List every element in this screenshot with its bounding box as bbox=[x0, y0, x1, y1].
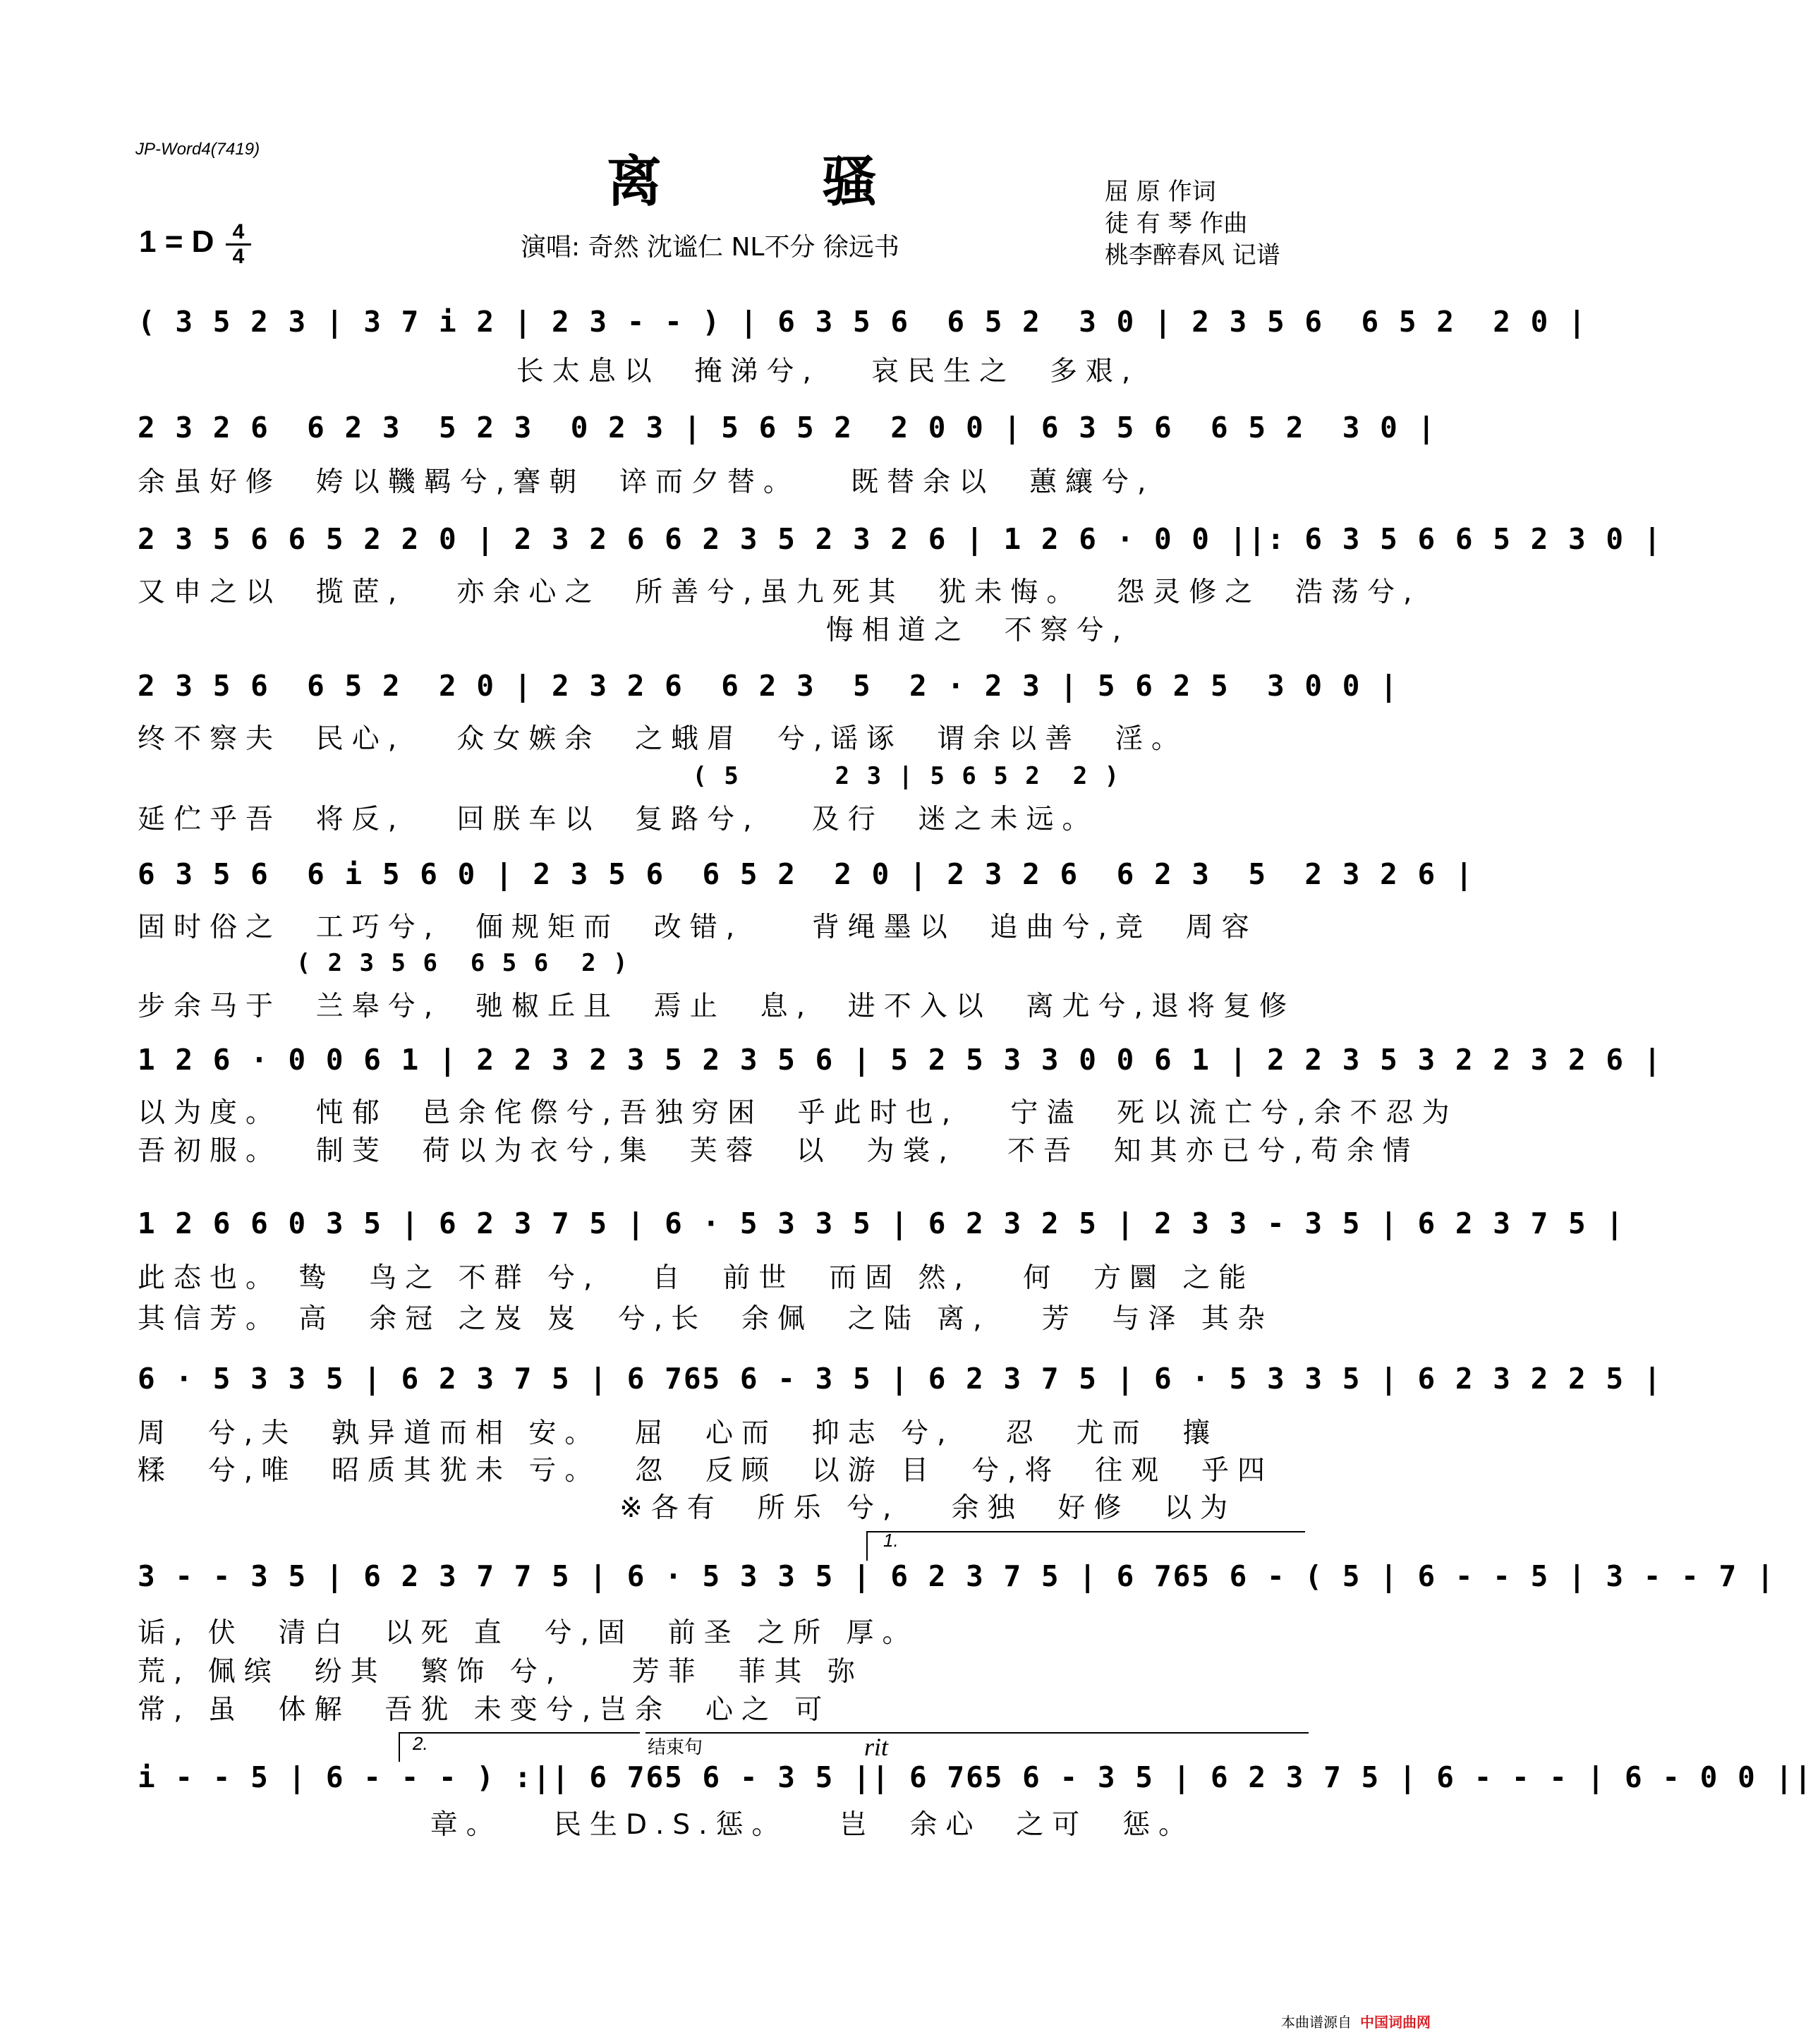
software-label: JP-Word4(7419) bbox=[135, 140, 260, 159]
lyric-row: 周 兮,夫 孰异道而相 安。 屈 心而 抑志 兮, 忍 尤而 攘 bbox=[138, 1417, 1219, 1449]
lyric-row: 吾初服。 制芰 荷以为衣兮,集 芙蓉 以 为裳, 不吾 知其亦已兮,苟余情 bbox=[138, 1135, 1419, 1167]
credits bbox=[1105, 176, 1280, 272]
lyric-row: 固时俗之 工巧兮, 偭规矩而 改错, 背绳墨以 追曲兮,竞 周容 bbox=[138, 912, 1258, 943]
lyric-row: 延伫乎吾 将反, 回朕车以 复路兮, 及行 迷之未远。 bbox=[138, 804, 1098, 835]
notes-row: ( 5 2 3 | 5 6 5 2 2 ) bbox=[138, 762, 1121, 790]
notes-row: 1 2 6 6 0 3 5 | 6 2 3 7 5 | 6 · 5 3 3 5 | 6 2 3 2 5 | 2 3 3 - 3 5 | 6 2 3 7 5 | bbox=[138, 1207, 1625, 1240]
lyric-row: 以为度。 忳郁 邑余侘傺兮,吾独穷困 乎此时也, 宁溘 死以流亡兮,余不忍为 bbox=[138, 1097, 1458, 1129]
lyric-row: 此态也。 鸷 鸟之 不群 兮, 自 前世 而固 然, 何 方圜 之能 bbox=[138, 1262, 1255, 1294]
lyricist-credit: 屈 原 作词 bbox=[1105, 178, 1216, 206]
lyric-row: 悔相道之 不察兮, bbox=[138, 615, 1130, 646]
first-ending-label: 1. bbox=[883, 1530, 899, 1551]
lyric-row: 余虽好修 姱以鞿羁兮,謇朝 谇而夕替。 既替余以 蕙纕兮, bbox=[138, 466, 1155, 498]
lyric-row: ※各有 所乐 兮, 余独 好修 以为 bbox=[138, 1492, 1237, 1524]
footer-source: 本曲谱源自 bbox=[1281, 2014, 1352, 2031]
composer-credit: 徒 有 琴 作曲 bbox=[1105, 210, 1248, 238]
notes-row: 3 - - 3 5 | 6 2 3 7 7 5 | 6 · 5 3 3 5 | 6 2 3 7 5 | 6 765 6 - ( 5 | 6 - - 5 | 3 - - 7 | bbox=[138, 1559, 1776, 1593]
coda-bracket bbox=[645, 1732, 1309, 1762]
song-title: 离 骚 bbox=[607, 150, 948, 214]
lyric-row: 终不察夫 民心, 众女嫉余 之蛾眉 兮,谣诼 谓余以善 淫。 bbox=[138, 723, 1187, 755]
notes-row: i - - 5 | 6 - - - ) :|| 6 765 6 - 3 5 || 6 765 6 - 3 5 | 6 2 3 7 5 | 6 - - - | 6 - 0 0 || bbox=[138, 1760, 1813, 1794]
singers: 演唱: 奇然 沈谧仁 NL不分 徐远书 bbox=[521, 233, 899, 262]
notes-row: 6 3 5 6 6 i 5 6 0 | 2 3 5 6 6 5 2 2 0 | 2 3 2 6 6 2 3 5 2 3 2 6 | bbox=[138, 857, 1474, 891]
coda-label: 结束句 bbox=[648, 1736, 703, 1758]
lyric-row: 长太息以 掩涕兮, 哀民生之 多艰, bbox=[138, 356, 1139, 387]
lyric-row: 其信芳。 高 余冠 之岌 岌 兮,长 余佩 之陆 离, 芳 与泽 其杂 bbox=[138, 1303, 1273, 1335]
notes-row: ( 3 5 2 3 | 3 7 i 2 | 2 3 - - ) | 6 3 5 6 6 5 2 3 0 | 2 3 5 6 6 5 2 2 0 | bbox=[138, 305, 1587, 339]
lyric-row: 糅 兮,唯 昭质其犹未 亏。 忽 反顾 以游 目 兮,将 往观 乎四 bbox=[138, 1455, 1273, 1487]
time-signature bbox=[226, 222, 251, 267]
notes-row: 2 3 5 6 6 5 2 2 0 | 2 3 2 6 6 2 3 5 2 3 2 6 | 1 2 6 · 0 0 ||: 6 3 5 6 6 5 2 3 0 | bbox=[138, 522, 1663, 556]
notes-row: 1 2 6 · 0 0 6 1 | 2 2 3 2 3 5 2 3 5 6 | 5 2 5 3 3 0 0 6 1 | 2 2 3 5 3 2 2 3 2 6 | bbox=[138, 1043, 1663, 1077]
lyric-row: 步余马于 兰皋兮, 驰椒丘且 焉止 息, 进不入以 离尤兮,退将复修 bbox=[138, 991, 1295, 1022]
notes-row: 2 3 2 6 6 2 3 5 2 3 0 2 3 | 5 6 5 2 2 0 0 | 6 3 5 6 6 5 2 3 0 | bbox=[138, 411, 1437, 445]
key-signature: 1 = D bbox=[139, 224, 214, 259]
first-ending-bracket bbox=[866, 1531, 1305, 1561]
notes-row: 6 · 5 3 3 5 | 6 2 3 7 5 | 6 765 6 - 3 5 | 6 2 3 7 5 | 6 · 5 3 3 5 | 6 2 3 2 2 5 | bbox=[138, 1362, 1663, 1396]
lyric-row: 常, 虽 体解 吾犹 未变兮,岂余 心之 可 bbox=[138, 1694, 831, 1726]
second-ending-bracket bbox=[399, 1732, 640, 1762]
footer-site[interactable]: 中国词曲网 bbox=[1360, 2014, 1431, 2031]
lyric-row: 又申之以 揽茝, 亦余心之 所善兮,虽九死其 犹未悔。 怨灵修之 浩荡兮, bbox=[138, 576, 1421, 608]
lyric-row: 荒, 佩缤 纷其 繁饰 兮, 芳菲 菲其 弥 bbox=[138, 1656, 863, 1688]
notes-row: ( 2 3 5 6 6 5 6 2 ) bbox=[138, 949, 629, 977]
transcriber-credit: 桃李醉春风 记谱 bbox=[1105, 241, 1280, 270]
time-signature-bottom: 4 bbox=[232, 245, 245, 268]
time-signature-top: 4 bbox=[232, 220, 245, 243]
second-ending-label: 2. bbox=[413, 1733, 428, 1754]
footer bbox=[1281, 2011, 1431, 2031]
lyric-row: 诟, 伏 清白 以死 直 兮,固 前圣 之所 厚。 bbox=[138, 1617, 918, 1649]
notes-row: 2 3 5 6 6 5 2 2 0 | 2 3 2 6 6 2 3 5 2 · 2 3 | 5 6 2 5 3 0 0 | bbox=[138, 669, 1399, 703]
lyric-row: 章。 民生D.S.惩。 岂 余心 之可 惩。 bbox=[138, 1809, 1195, 1841]
tempo-mark: rit bbox=[864, 1733, 889, 1761]
